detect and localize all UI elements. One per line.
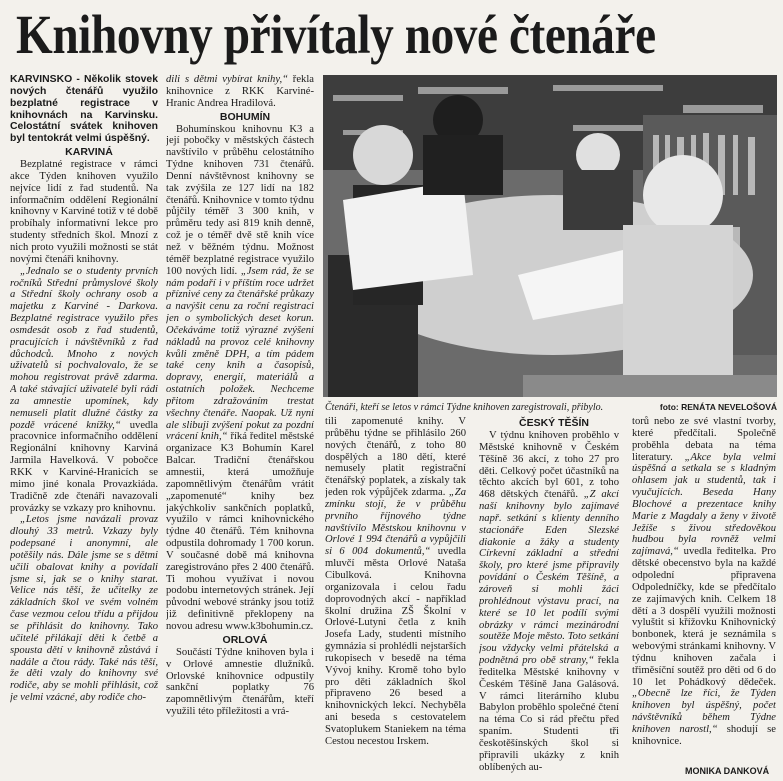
section-heading-karvina: KARVINÁ bbox=[65, 146, 113, 159]
paragraph: dili s dětmi vybírat knihy,“ řekla knihovnice z RKK Karviné-Hranic Andrea Hradilová. bbox=[166, 74, 314, 109]
quote-paragraph: „Letos jsme navázali provaz dlouhý 33 metrů. Vzkazy byly podepsané i anonymní, ale potěšily nás. Dále jsme se s dětmi učili obalovat knihy a povídali jsme si, jak se o knihy starat. Velice nás těší, že učitelky ze základních škol ve svém volném čase vezmou celou třídu a přijdou se přihlásit do knihovny. Tako učitelé přilákají děti k četbě a spousta dětí v knihovně zůstává i nadále a čtou rády. Také nás těší, že děti vzaly do knihovny své rodiče, aby se mohli přihlásit, což je velmi vzácné, aby rodiče cho- bbox=[10, 514, 158, 704]
paragraph: Bezplatné registrace v rámci akce Týden knihoven využilo nejvíce lidí z řad studentů. Na informačním oddělení Regionální knihovny v Karviné totiž v té době probíhaly informativní lekce pro studenty středních škol. Mnozí z nich proto využili možnosti se stát novými čtenáři knihovny. bbox=[10, 159, 158, 265]
article-column-5 bbox=[632, 416, 776, 764]
paragraph: tili zapomenuté knihy. V průběhu týdne se přihlásilo 260 nových čtenářů, z toho 80 dospělých a 180 dětí, které nemusely platit registrační čtenářský poplatek, a získaly tak jeden rok výpůjček zdarma. „Za zmínku stojí, že v průběhu prvního říjnového týdne navštívilo Městskou knihovnu v Orlové 1 994 čtenářů a vypůjčili si 6 004 dokumentů,“ uvedla mluvčí města Orlové Nataša Cibulková. Knihovna organizovala i celou řadu doprovodných akcí - například školní družina ZŠ Školní v Orlové-Lutyni četla z knih Josefa Lady, studenti místního gymnázia si prohlédli nejstarších rukopisech v besedě na téma Vývoj knihy. Kromě toho bylo pro děti základních škol připraveno 26 besed a knihovnických lekcí. Nechyběla ani beseda s cestovatelem Svatoplukem Staniekem na téma Cestou necestou Irskem. bbox=[325, 416, 466, 747]
paragraph: torů nebo ze své vlastní tvorby, které předčítali. Společně proběhla debata na téma literatury. „Akce byla velmi úspěšná a setkala se s kladným ohlasem jak u studentů, tak i vyučujících. Beseda Hany Blochové a prezentace knihy Marie z Magdaly a ženy v životě Ježíše s živou středověkou hudbou byla rovněž velmi zajímavá,“ uvedla ředitelka. Pro dětské obecenstvo byla na každé odpolední připravena Odpoledníčky, kde se předčítalo ze zajímavých knih. Celkem 18 dětí a 3 dospělí využili možnosti vyluštit si křížovku Knihovnický bonbonek, která je seznámila s webovými stránkami knihovny. V týdnu knihoven začala i třiměsíční soutěž pro děti od 6 do 10 let Pohádkový dědeček. „Obecně lze říci, že Týden knihoven byl úspěšný, počet návštěvníků během Týdne knihoven narostl,“ shodují se knihovnice. bbox=[632, 416, 776, 747]
paragraph: Bohumínskou knihovnu K3 a její pobočky v městských částech navštívilo v průběhu celostátního Týdne knihoven 731 čtenářů. Denní návštěvnost knihovny se tak zvýšila ze 127 lidí na 182 čtenářů. Knihovnice v tomto týdnu půjčily téměř 3 300 knih, v průměru tedy asi 819 knih denně, což je o téměř dvě stě knih více než v běžném týdnu. Možnost téměř bezplatné registrace využilo 100 nových lidí. „Jsem rád, že se nám podaří i v příštím roce udržet příznivé ceny za čtenářské průkazy a navýšit cenu za roční registraci jen o symbolických deset korun. Očekáváme totiž výrazné zvýšení nákladů na provoz celé knihovny kvůli změně DPH, a tím pádem také ceny knih a časopisů, dopravy, energií, materiálů a ostatních položek. Nechceme přitom zdražováním trestat všechny čtenáře. Naopak. Už nyní ale slibuji zvýšení pokut za pozdní vrácení knih,“ říká ředitel městské organizace K3 Bohumín Karel Balcar. Tradiční čtenářskou amnestii, která umožňuje zapomnětlivým čtenářům vrátit „zapomenuté“ knihy bez jakýchkoliv sankčních poplatků, využilo v rámci knihovnického týdne 40 čtenářů. Tém knihovna odpustila dohromady 1 700 korun. V současné době má knihovna zaregistrováno přes 2 400 čtenářů. Ti mohou využívat i novou podobu internetových stránek. Její původní webové stránky jsou totiž již definitivně překlopeny na novou adresu www.k3bohumin.cz. bbox=[166, 123, 314, 632]
section-heading-bohumin: BOHUMÍN bbox=[219, 110, 271, 123]
article-column-3 bbox=[325, 416, 466, 779]
caption-text: Čtenáři, kteří se letos v rámci Týdne knihoven zaregistrovali, přibylo. bbox=[325, 402, 604, 413]
section-heading-orlova: ORLOVÁ bbox=[222, 633, 268, 646]
section-heading-cesky-tesin: ČESKÝ TĚŠÍN bbox=[518, 417, 589, 429]
photo-children-reading bbox=[323, 75, 777, 397]
photo-caption bbox=[325, 401, 777, 414]
quote-paragraph: „Jednalo se o studenty prvních ročníků Střední průmyslové školy a Střední školy ochrany osob a majetku z Karviné - Darkova. Bezplatné registrace využilo přes osmdesát osob z řad studentů, pracujících i návštěvníků z řad důchodců. Mnoho z nových uživatelů si pochvalovalo, že se mohou registrovat právě zdarma. A také stávající uživatelé byli rádi za amnestie upomínek, kdy nemuseli platit dlužné částky za pozdě vrácené knížky,“ uvedla pracovnice informačního oddělení Regionální knihovny Karviná Jarmila Havelková. V pobočce RKK v Karviné-Hranicích se mimo jiné konala Provazkiáda. Tradičně zde čtenáři navazovali provázky se vzkazy pro knihovnu. bbox=[10, 265, 158, 514]
headline: Knihovny přivítaly nové čtenáře bbox=[16, 4, 656, 65]
article-column-4 bbox=[479, 416, 619, 779]
photo-credit: foto: RENÁTA NEVELOŠOVÁ bbox=[659, 402, 777, 412]
article-author: MONIKA DANKOVÁ bbox=[685, 766, 770, 776]
article-lead: KARVINSKO - Několik stovek nových čtenářů využilo bezplatné registrace v knihovnách na Karvinsku. Celostátní svátek knihoven byl tentokrát velmi úspěšný. bbox=[10, 74, 158, 145]
article-column-2 bbox=[166, 74, 314, 779]
paragraph: Součástí Týdne knihoven byla i v Orlové amnestie dlužníků. Orlovské knihovnice odpustily sankční poplatky 76 zapomnětlivým čtenářům, kteří využili této příležitosti a vrá- bbox=[166, 646, 314, 718]
article-column-1 bbox=[10, 74, 158, 779]
paragraph: V týdnu knihoven proběhlo v Městské knihovně v Českém Těšíně 36 akcí, z toho 27 pro děti. Celkový počet účastníků na těchto akcích byl 601, z toho 468 dětských čtenářů. „Z akcí naší knihovny bylo zajímavé např. setkání s klienty denního stacionáře Eden Slezské diakonie a žáky a studenty Církevní základní a střední školy, pro které jsme připravily povídání o Českém Těšíně, a zároveň si mohli žáci prohlédnout výstavu prací, na které se 10 let podílí svými obrázky v rámci mezinárodní soutěže Moje město. Toto setkání jsou vždycky velmi přátelská a podnětná pro obě strany,“ řekla ředitelka Městské knihovny v Českém Těšíně Jana Galásová. V rámci literárního klubu Babylon proběhlo společné čtení na téma Co si rád přečtu před spaním. Studenti tři českotěšínských škol si připravili ukázky z knih oblíbených au- bbox=[479, 430, 619, 773]
photo-illustration bbox=[323, 75, 777, 397]
